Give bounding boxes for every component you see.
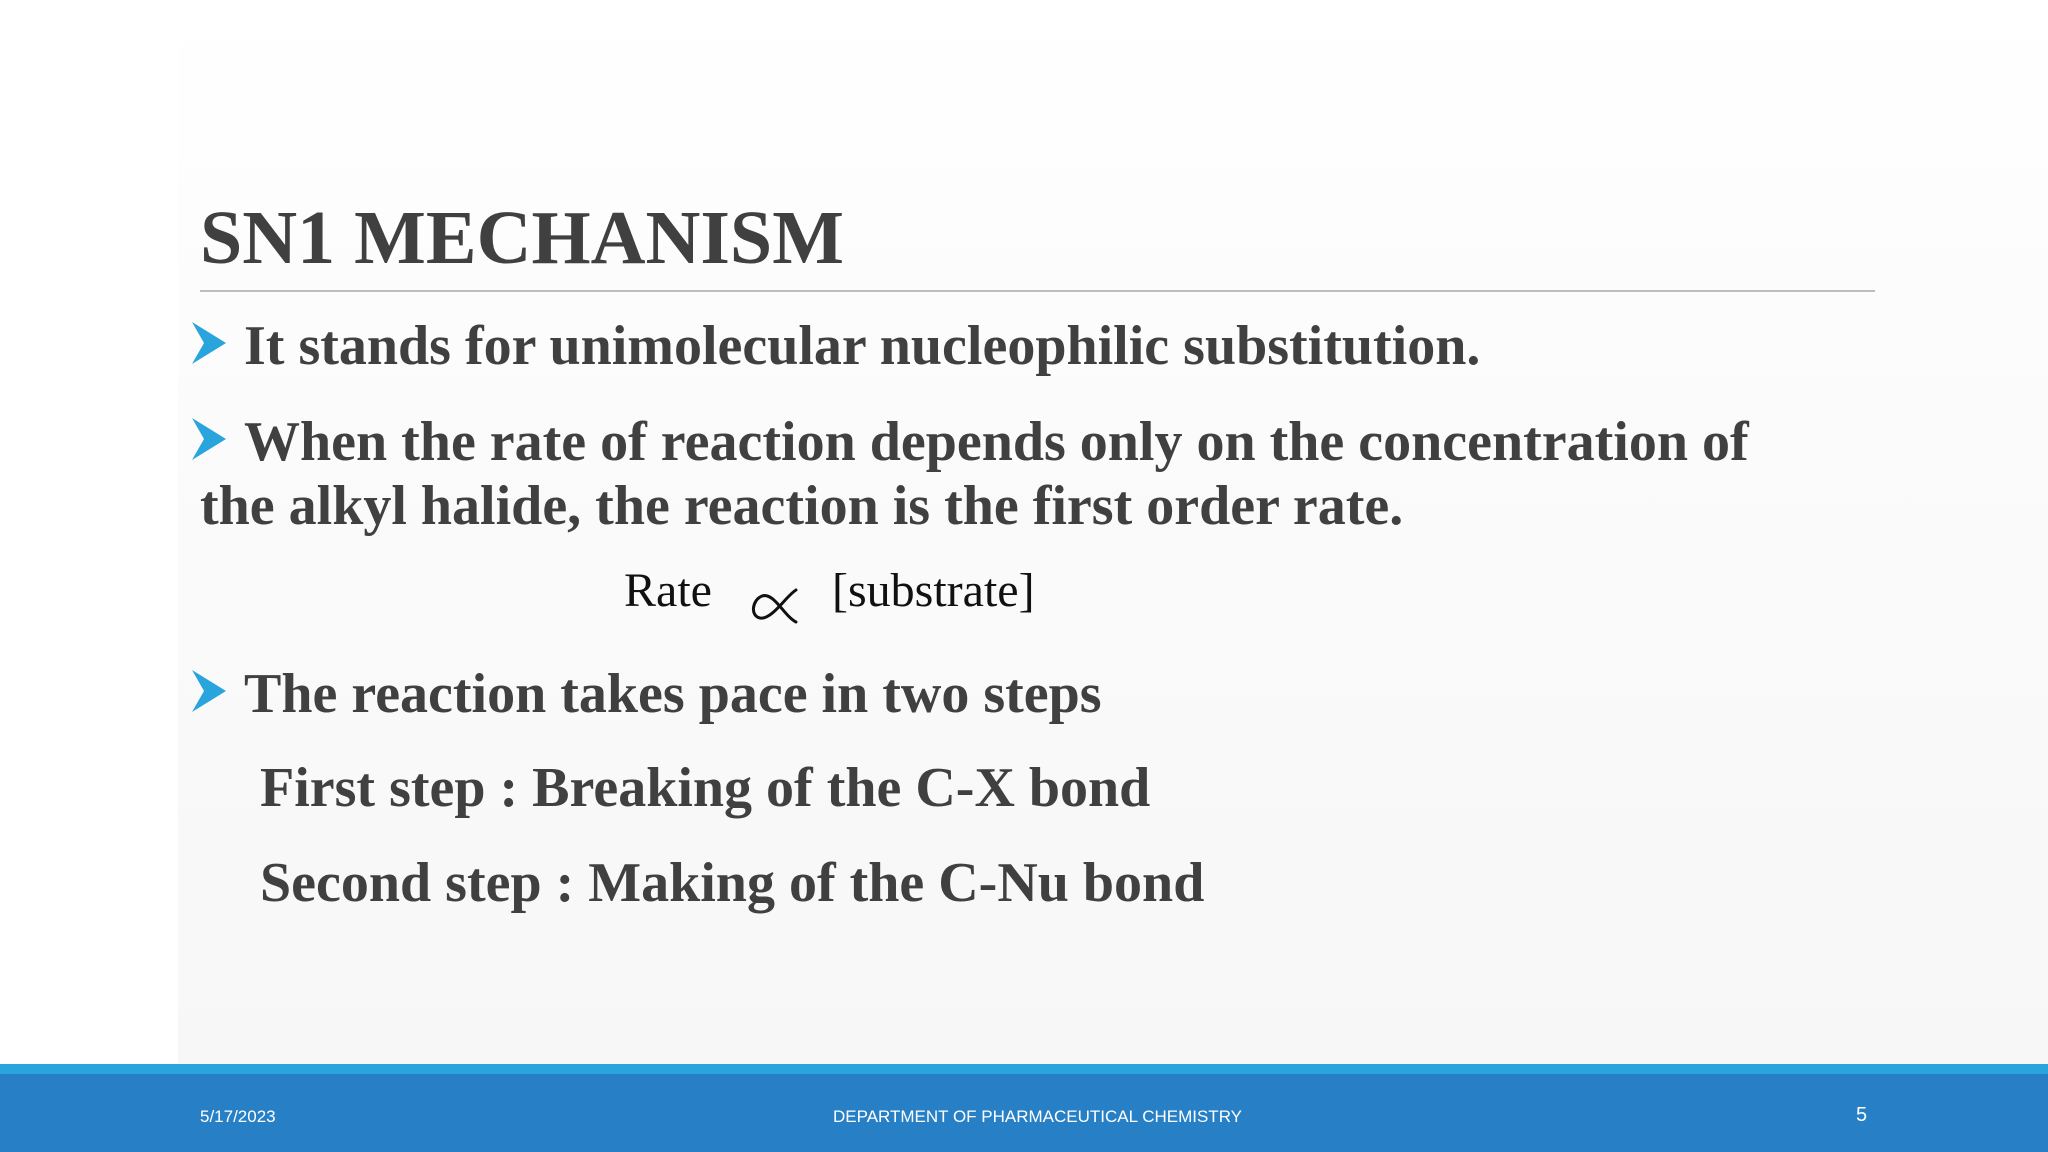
footer-date: 5/17/2023 (200, 1107, 276, 1126)
bullet-item (188, 410, 1749, 474)
step-item: First step : Breaking of the C-X bond (260, 757, 1151, 819)
proportional-to-icon (748, 578, 804, 626)
arrow-bullet-icon (188, 414, 228, 464)
bullet-item (188, 662, 1102, 726)
bullet-text: The reaction takes pace in two steps (244, 663, 1102, 725)
step-item: Second step : Making of the C-Nu bond (260, 852, 1205, 914)
footer-department: DEPARTMENT OF PHARMACEUTICAL CHEMISTRY (833, 1107, 1242, 1126)
bullet-item (188, 314, 1480, 378)
slide-number: 5 (1856, 1104, 1868, 1126)
arrow-bullet-icon (188, 666, 228, 716)
equation-right: [substrate] (832, 564, 1035, 617)
footer-accent-line (0, 1064, 2048, 1074)
bullet-text: It stands for unimolecular nucleophilic substitution. (244, 315, 1481, 377)
title-divider (200, 290, 1875, 292)
arrow-bullet-icon (188, 318, 228, 368)
slide-title: SN1 MECHANISM (200, 196, 844, 280)
bullet-text-continuation: the alkyl halide, the reaction is the first order rate. (200, 475, 1404, 537)
equation-left: Rate (624, 564, 712, 617)
bullet-text: When the rate of reaction depends only on the concentration of (244, 411, 1749, 473)
